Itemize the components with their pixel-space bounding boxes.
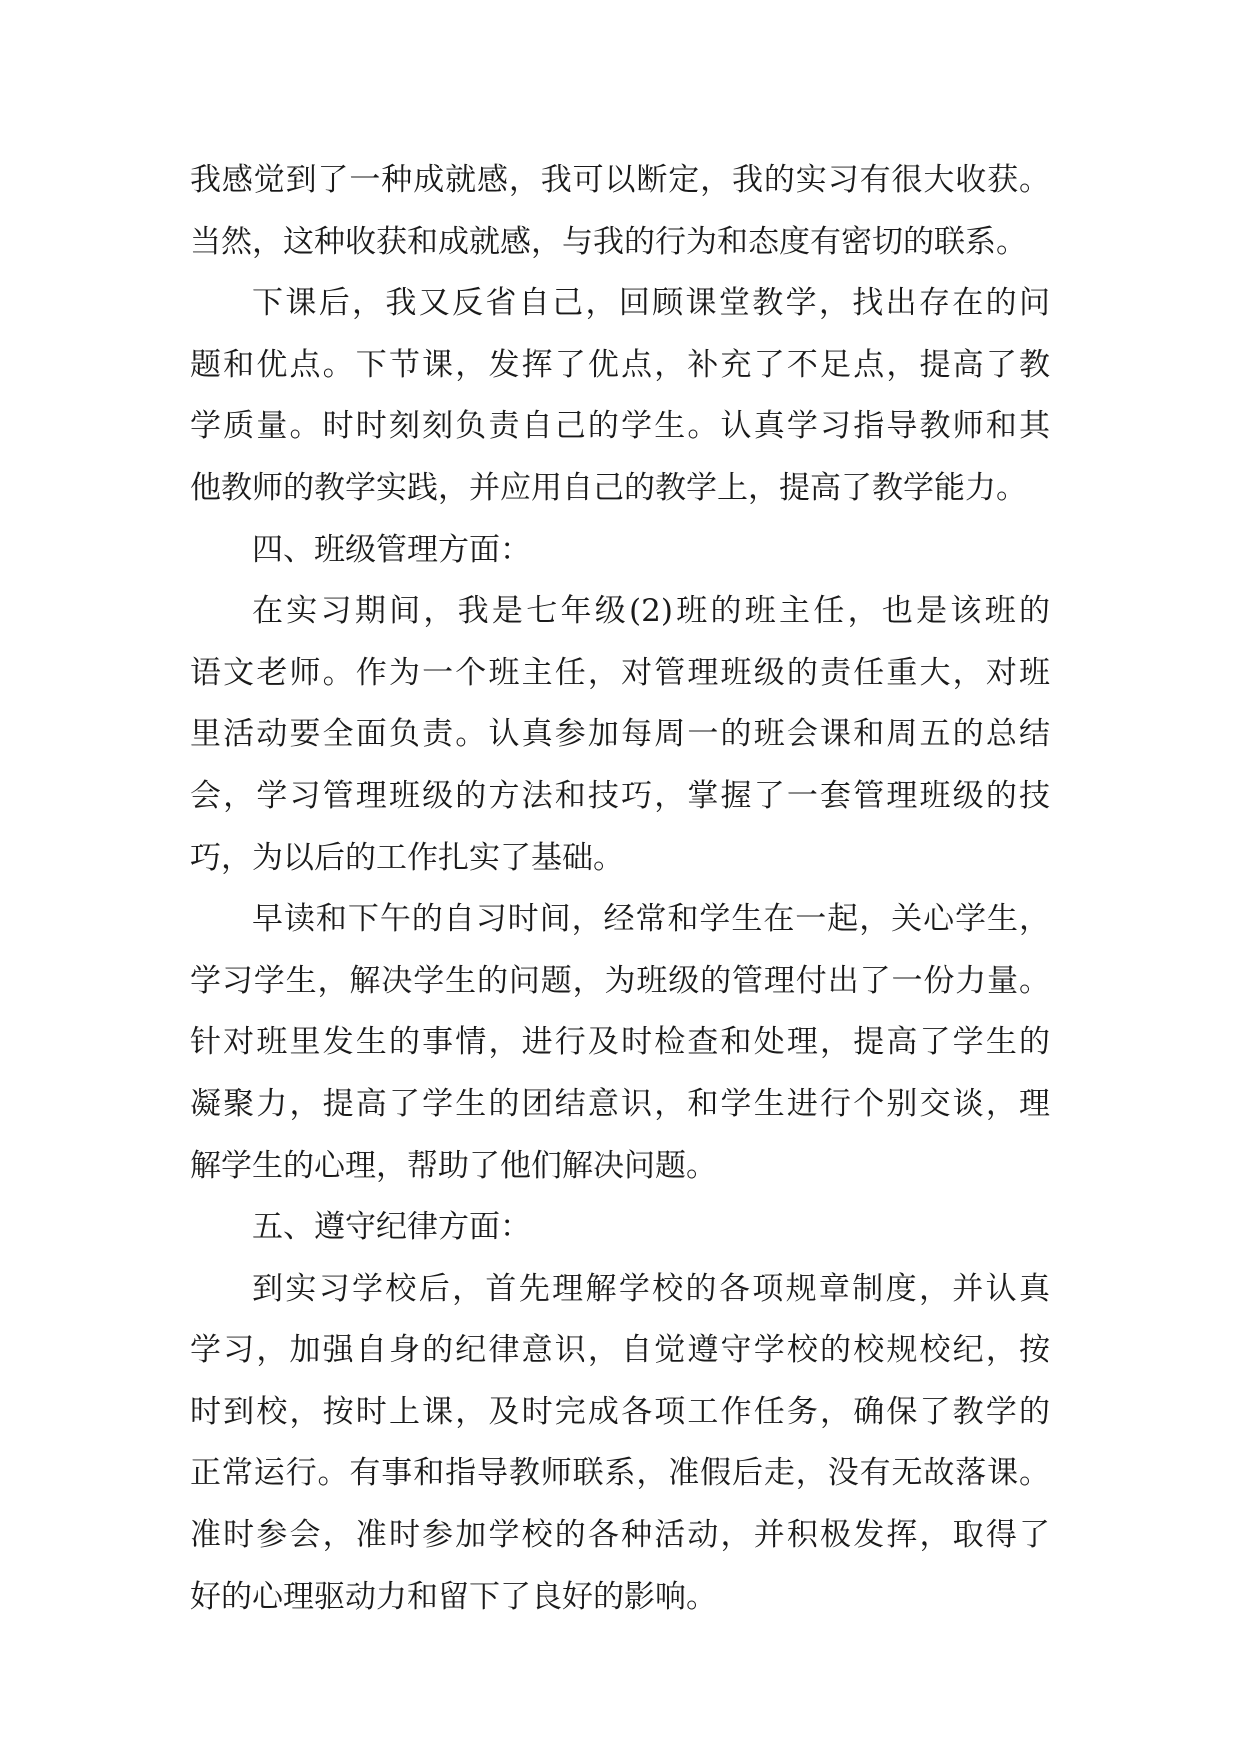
text-line: 巧，为以后的工作扎实了基础。: [190, 839, 624, 876]
paragraph-start-line: 在实习期间，我是七年级(2)班的班主任，也是该班的: [252, 593, 1050, 630]
text-line: 准时参会，准时参加学校的各种活动，并积极发挥，取得了: [190, 1517, 1050, 1554]
text-line: 学习学生，解决学生的问题，为班级的管理付出了一份力量。: [190, 962, 1050, 999]
text-line: 凝聚力，提高了学生的团结意识，和学生进行个别交谈，理: [190, 1085, 1050, 1122]
section-heading: 五、遵守纪律方面：: [252, 1209, 531, 1246]
paragraph-start-line: 下课后，我又反省自己，回顾课堂教学，找出存在的问: [252, 285, 1050, 322]
text-line: 正常运行。有事和指导教师联系，准假后走，没有无故落课。: [190, 1455, 1050, 1492]
text-line: 当然，这种收获和成就感，与我的行为和态度有密切的联系。: [190, 223, 1027, 260]
text-line: 学习，加强自身的纪律意识，自觉遵守学校的校规校纪，按: [190, 1332, 1050, 1369]
text-line: 他教师的教学实践，并应用自己的教学上，提高了教学能力。: [190, 469, 1027, 506]
text-line: 解学生的心理，帮助了他们解决问题。: [190, 1147, 717, 1184]
text-line: 语文老师。作为一个班主任，对管理班级的责任重大，对班: [190, 654, 1050, 691]
paragraph-start-line: 到实习学校后，首先理解学校的各项规章制度，并认真: [252, 1270, 1050, 1307]
text-line: 学质量。时时刻刻负责自己的学生。认真学习指导教师和其: [190, 408, 1050, 445]
text-line: 会，学习管理班级的方法和技巧，掌握了一套管理班级的技: [190, 777, 1050, 814]
document-page: [190, 150, 1050, 1628]
text-line: 时到校，按时上课，及时完成各项工作任务，确保了教学的: [190, 1393, 1050, 1430]
text-line: 好的心理驱动力和留下了良好的影响。: [190, 1578, 717, 1615]
text-line: 题和优点。下节课，发挥了优点，补充了不足点，提高了教: [190, 346, 1050, 383]
text-line: 里活动要全面负责。认真参加每周一的班会课和周五的总结: [190, 716, 1050, 753]
paragraph-start-line: 早读和下午的自习时间，经常和学生在一起，关心学生，: [252, 901, 1050, 938]
text-line: 针对班里发生的事情，进行及时检查和处理，提高了学生的: [190, 1024, 1050, 1061]
text-line: 我感觉到了一种成就感，我可以断定，我的实习有很大收获。: [190, 162, 1050, 198]
section-heading: 四、班级管理方面：: [252, 531, 531, 568]
